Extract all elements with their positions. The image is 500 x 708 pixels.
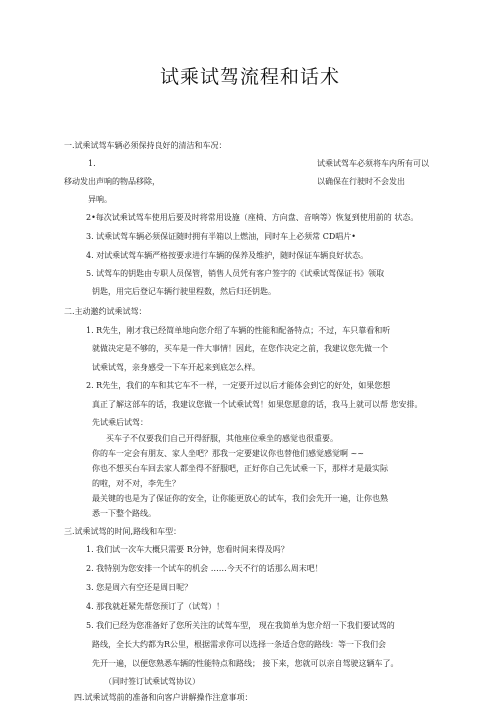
section-2-paragraph-1-line-1: 1. R先生，刚才我已经简单地向您介绍了车辆的性能和配备特点；不过，车只靠看和听 xyxy=(86,326,391,335)
section-2-quote-line-1: 买车子不仅要我们自己开得舒服，其他座位乘坐的感觉也很重要。 xyxy=(106,434,338,443)
section-3-item-5-line-2: 路线，全长大约都为R公里，根据需求你可以选择一条适合您的路线：等一下我们会 xyxy=(92,640,387,649)
section-2-paragraph-2-line-2: 真正了解这部车的话，我建议您做一个试乘试驾！如果您愿意的话，我马上就可以帮 您安排。 xyxy=(92,400,423,409)
section-2-quote-line-5: 最关键的也是为了保证你的安全，让你能更放心的试车，我们会先开一遍，让你也熟 xyxy=(92,494,388,503)
section-1-item-1-end: 异响。 xyxy=(88,195,112,204)
section-1-item-3: 3. 试乘试驾车辆必须保证随时拥有半箱以上燃油，同时车上必须常 CD唱片• xyxy=(86,232,356,241)
section-3-item-1: 1. 我们试一次车大概只需要 R分钟，您看时间来得及吗？ xyxy=(86,545,289,554)
section-2-paragraph-2-line-1: 2. R先生，我们的车和其它车不一样，一定要开过以后才能体会到它的好处，如果您想 xyxy=(86,381,391,390)
document-title: 试乘试驾流程和话术 xyxy=(159,66,340,88)
section-1-item-1-continuation: 移动发出声响的物品移除， xyxy=(64,177,160,186)
section-3-heading: 三.试乘试驾的时间,路线和车型： xyxy=(64,527,182,536)
section-3-item-5-line-3: 先开一遍，以便您熟悉车辆的性能特点和路线； 接下来，您就可以亲自驾驶这辆车了。 xyxy=(92,659,399,668)
section-2-quote-line-6: 悉一下整个路线。 xyxy=(92,509,156,518)
section-3-item-5-line-1: 5. 我们已经为您准备好了您所关注的试驾车型， 现在我简单为您介绍一下我们要试驾的 xyxy=(86,621,395,630)
section-2-quote-line-2: 你的车一定会有朋友、家人坐吧？那我一定要建议你也替他们感觉感觉啊 ~~ xyxy=(92,449,364,458)
section-2-quote-line-4: 的啦，对不对，李先生？ xyxy=(92,479,180,488)
section-1-item-1-continuation-right: 以确保在行驶时不会发出 xyxy=(317,177,405,186)
section-1-item-1-text: 试乘试驾车必须将车内所有可以 xyxy=(317,159,429,168)
section-1-item-4: 4. 对试乘试驾车辆严格按要求进行车辆的保养及维护，随时保证车辆良好状态。 xyxy=(86,251,369,260)
section-3-item-2: 2. 我特别为您安排一个试车的机会 ……今天不行的话那么周末吧！ xyxy=(86,564,323,573)
section-2-quote-line-3: 你也不想买台车回去家人都坐得不舒服吧，正好你自己先试乘一下，那样才是最实际 xyxy=(92,464,388,473)
section-4-heading: 四.试乘试驾前的准备和向客户讲解操作注意事项： xyxy=(74,693,253,702)
section-1-item-2: 2•每次试乘试驾车使用后要及时将常用设施（座椅、方向盘、音响等）恢复到使用前的 状态。 xyxy=(86,213,419,222)
section-2-paragraph-1-line-3: 试乘试驾，亲身感受一下车开起来到底怎么样。 xyxy=(92,363,260,372)
section-1-item-5: 5. 试驾车的钥匙由专职人员保管，销售人员凭有客户签字的《试乘试驾保证书》领取 xyxy=(86,269,385,278)
section-1-item-5-continuation: 钥匙，用完后登记车辆行驶里程数，然后归还钥匙。 xyxy=(92,287,276,296)
section-1-heading: 一.试乘试驾车辆必须保持良好的清洁和车况： xyxy=(64,141,227,150)
section-2-subheading: 先试乘后试驾： xyxy=(92,418,148,427)
section-1-item-1-number: 1. xyxy=(88,159,96,168)
section-3-item-4: 4. 那我就赶紧先帮您预订了（试驾）！ xyxy=(86,602,225,611)
section-3-item-3: 3. 您是周六有空还是周日呢？ xyxy=(86,583,193,592)
section-2-heading: 二.主动邀约试乘试驾： xyxy=(64,307,147,316)
section-2-paragraph-1-line-2: 就做决定是不够的，买车是一件大事情！因此，在您作决定之前，我建议您先做一个 xyxy=(92,344,388,353)
section-3-note: （同时签订试乘试驾协议） xyxy=(104,677,200,686)
